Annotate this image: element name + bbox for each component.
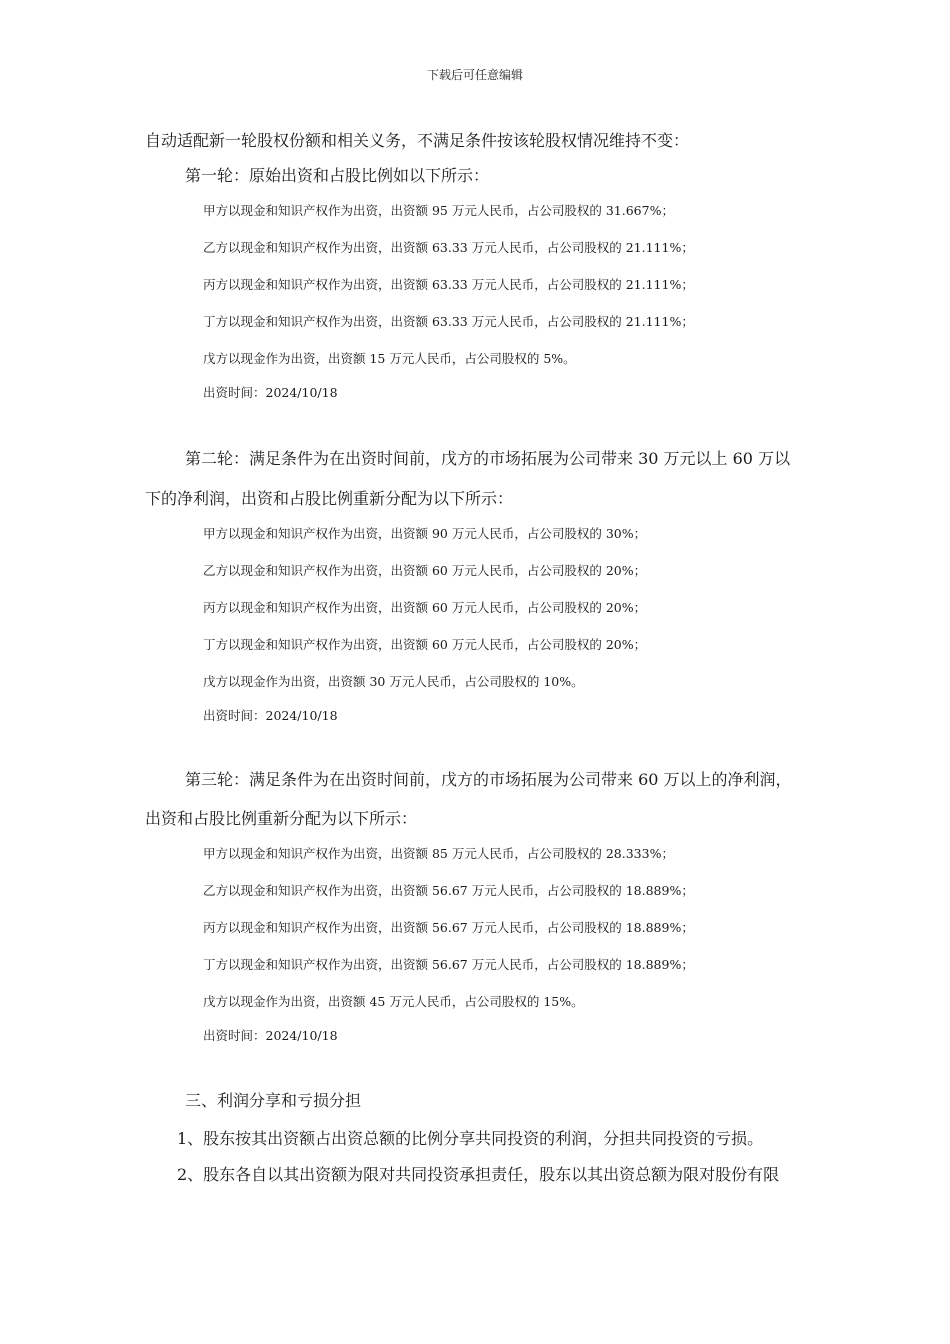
round-2-item-ding: 丁方以现金和知识产权作为出资，出资额 60 万元人民币，占公司股权的 20%；: [203, 637, 647, 652]
round-2-time: 出资时间：2024/10/18: [203, 708, 338, 723]
round-1-item-wu: 戊方以现金作为出资，出资额 15 万元人民币，占公司股权的 5%。: [203, 351, 576, 366]
section-3-heading: 三、利润分享和亏损分担: [185, 1091, 362, 1110]
round-2-item-jia: 甲方以现金和知识产权作为出资，出资额 90 万元人民币，占公司股权的 30%；: [203, 526, 647, 541]
round-1-time: 出资时间：2024/10/18: [203, 385, 338, 400]
intro-text: 自动适配新一轮股权份额和相关义务，不满足条件按该轮股权情况维持不变：: [145, 131, 690, 150]
round-1-item-ding: 丁方以现金和知识产权作为出资，出资额 63.33 万元人民币，占公司股权的 21.111%；: [203, 314, 694, 329]
round-1-title: 第一轮：原始出资和占股比例如以下所示：: [185, 166, 490, 185]
round-2-title: 第二轮：满足条件为在出资时间前，戊方的市场拓展为公司带来 30 万元以上 60 万以: [185, 449, 791, 468]
round-3-item-wu: 戊方以现金作为出资，出资额 45 万元人民币，占公司股权的 15%。: [203, 994, 584, 1009]
round-3-title: 第三轮：满足条件为在出资时间前，戊方的市场拓展为公司带来 60 万以上的净利润，: [185, 770, 792, 789]
round-3-item-jia: 甲方以现金和知识产权作为出资，出资额 85 万元人民币，占公司股权的 28.333%；: [203, 846, 674, 861]
round-3-item-yi: 乙方以现金和知识产权作为出资，出资额 56.67 万元人民币，占公司股权的 18.889%；: [203, 883, 694, 898]
section-3-paragraph-2: 2、股东各自以其出资额为限对共同投资承担责任，股东以其出资总额为限对股份有限: [177, 1165, 780, 1184]
round-2-item-yi: 乙方以现金和知识产权作为出资，出资额 60 万元人民币，占公司股权的 20%；: [203, 563, 647, 578]
round-3-item-ding: 丁方以现金和知识产权作为出资，出资额 56.67 万元人民币，占公司股权的 18.889%；: [203, 957, 694, 972]
section-3-paragraph-1: 1、股东按其出资额占出资总额的比例分享共同投资的利润，分担共同投资的亏损。: [177, 1129, 764, 1148]
page-header: 下载后可任意编辑: [426, 68, 523, 82]
round-1-item-bing: 丙方以现金和知识产权作为出资，出资额 63.33 万元人民币，占公司股权的 21.111%；: [203, 277, 694, 292]
round-3-title-cont: 出资和占股比例重新分配为以下所示：: [145, 809, 418, 828]
round-2-item-wu: 戊方以现金作为出资，出资额 30 万元人民币，占公司股权的 10%。: [203, 674, 584, 689]
round-2-title-cont: 下的净利润，出资和占股比例重新分配为以下所示：: [145, 489, 514, 508]
round-3-item-bing: 丙方以现金和知识产权作为出资，出资额 56.67 万元人民币，占公司股权的 18.889%；: [203, 920, 694, 935]
round-2-item-bing: 丙方以现金和知识产权作为出资，出资额 60 万元人民币，占公司股权的 20%；: [203, 600, 647, 615]
round-3-time: 出资时间：2024/10/18: [203, 1028, 338, 1043]
round-1-item-jia: 甲方以现金和知识产权作为出资，出资额 95 万元人民币，占公司股权的 31.667%；: [203, 203, 674, 218]
round-1-item-yi: 乙方以现金和知识产权作为出资，出资额 63.33 万元人民币，占公司股权的 21.111%；: [203, 240, 694, 255]
